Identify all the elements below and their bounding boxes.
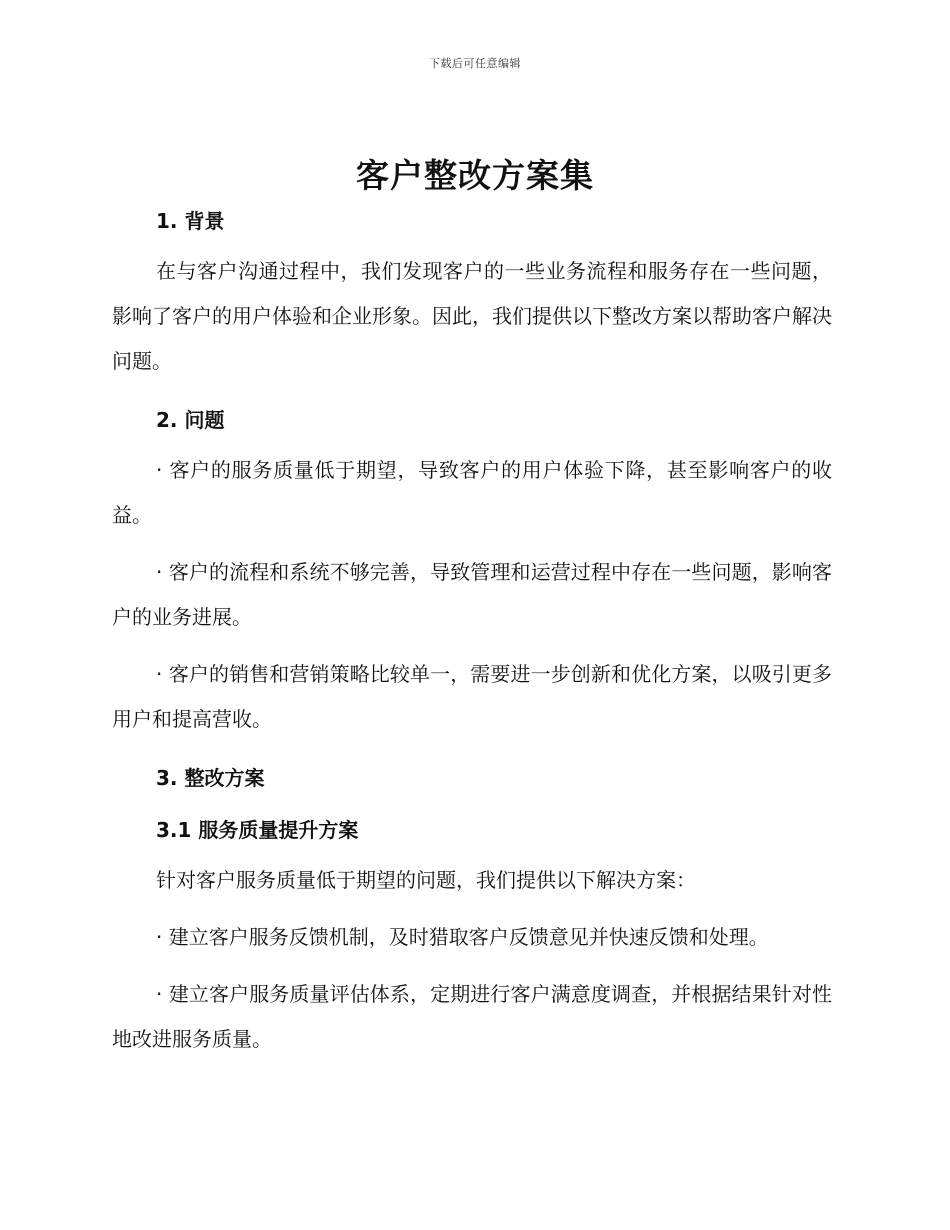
plan-item: · 建立客户服务质量评估体系，定期进行客户满意度调查，并根据结果针对性地改进服务质量。 — [112, 982, 832, 1051]
issue-item: · 客户的销售和营销策略比较单一，需要进一步创新和优化方案，以吸引更多用户和提高营收。 — [112, 662, 832, 731]
subsection-heading-service-quality: 3.1 服务质量提升方案 — [156, 818, 359, 842]
section-heading-plan: 3. 整改方案 — [156, 766, 265, 790]
issue-item: · 客户的服务质量低于期望，导致客户的用户体验下降，甚至影响客户的收益。 — [112, 458, 832, 527]
section-heading-issues: 2. 问题 — [156, 408, 225, 432]
issue-item: · 客户的流程和系统不够完善，导致管理和运营过程中存在一些问题，影响客户的业务进展。 — [112, 560, 832, 629]
document-body — [112, 205, 832, 1062]
background-paragraph: 在与客户沟通过程中，我们发现客户的一些业务流程和服务存在一些问题，影响了客户的用户体验和企业形象。因此，我们提供以下整改方案以帮助客户解决问题。 — [112, 259, 832, 373]
document-title: 客户整改方案集 — [356, 156, 594, 195]
section-heading-background: 1. 背景 — [156, 209, 225, 233]
header-note: 下载后可任意编辑 — [429, 57, 521, 70]
plan-intro: 针对客户服务质量低于期望的问题，我们提供以下解决方案： — [156, 868, 696, 892]
plan-item: · 建立客户服务反馈机制，及时猎取客户反馈意见并快速反馈和处理。 — [156, 925, 769, 949]
